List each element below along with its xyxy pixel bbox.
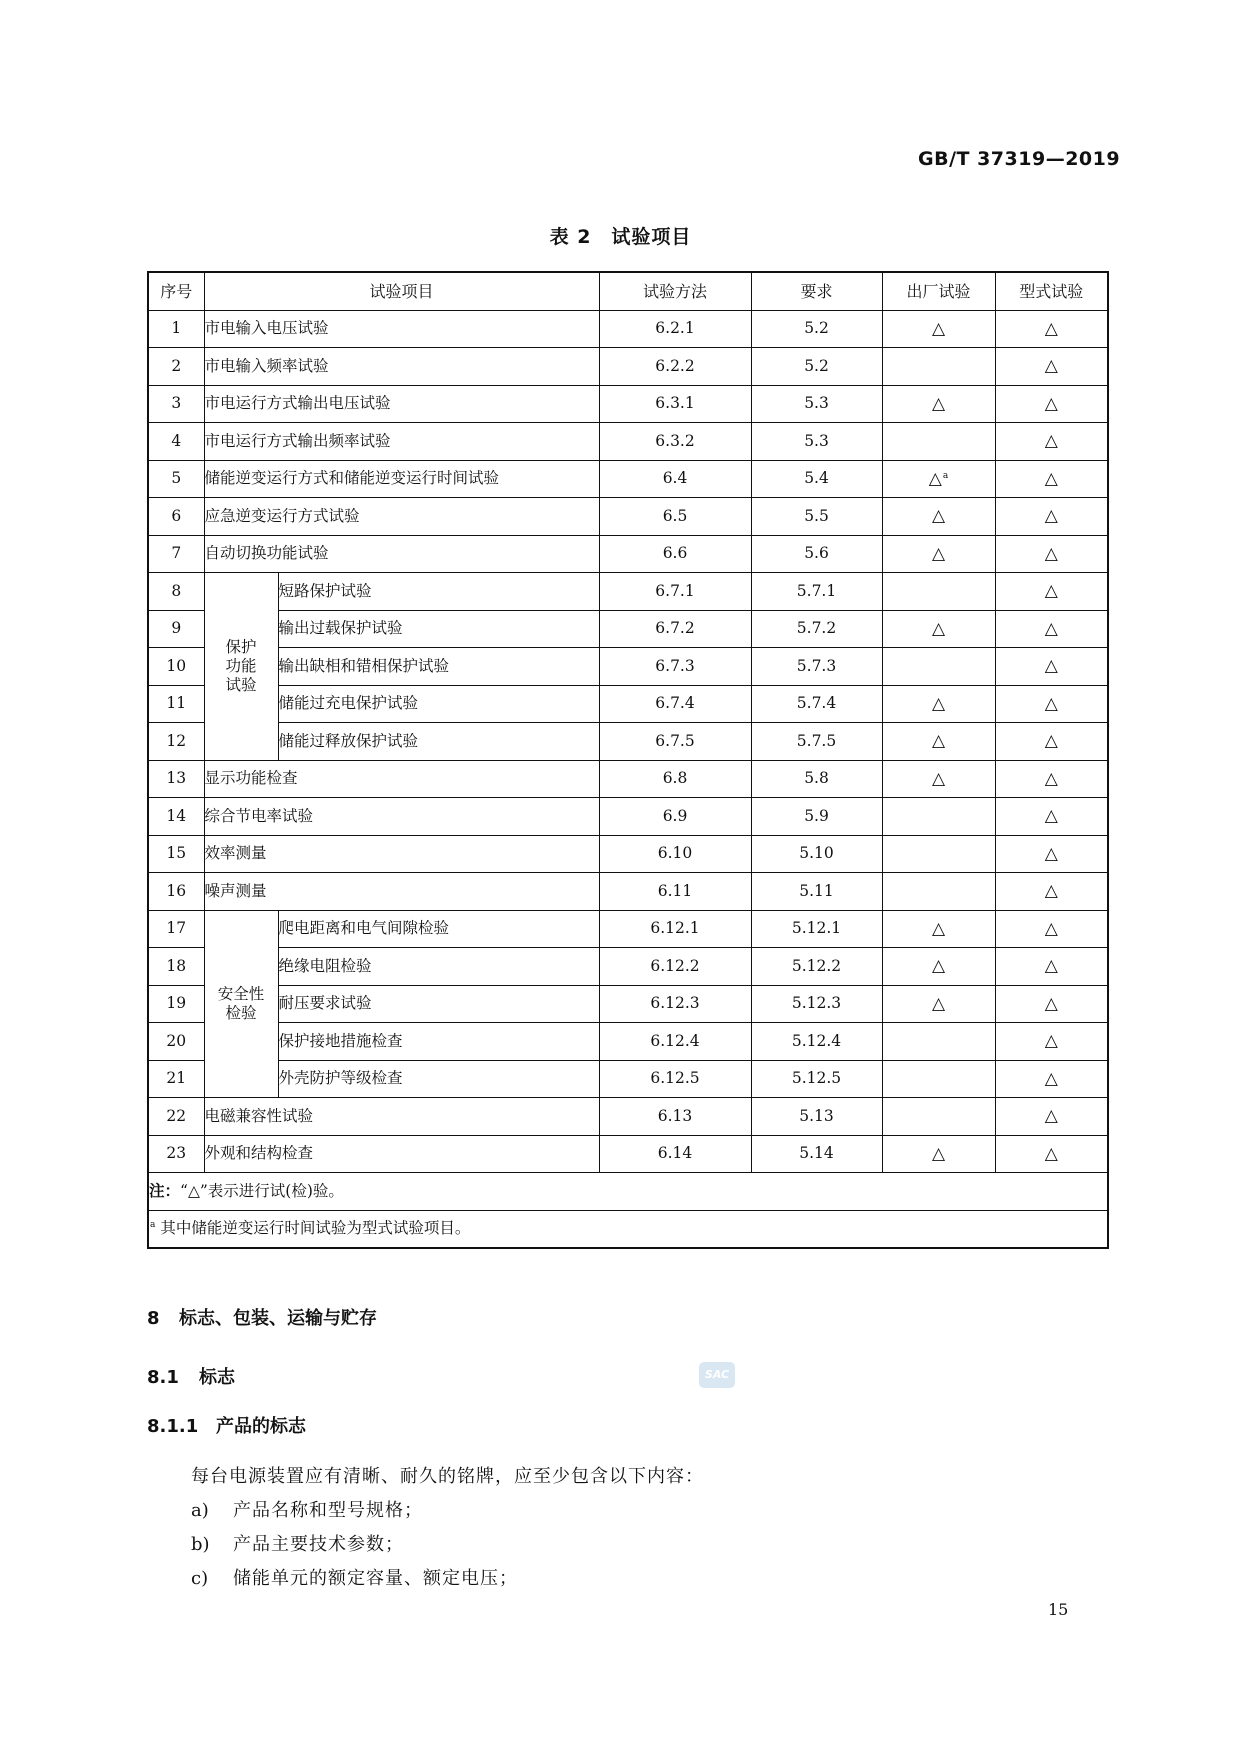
type-test-cell	[995, 985, 1108, 1023]
triangle-mark-icon: △	[931, 318, 946, 339]
marking-intro-paragraph: 每台电源装置应有清晰、耐久的铭牌，应至少包含以下内容：	[191, 1466, 704, 1487]
triangle-mark-icon: △	[1044, 768, 1058, 789]
test-item-name: 自动切换功能试验	[204, 535, 599, 573]
test-item-name: 综合节电率试验	[204, 798, 599, 836]
triangle-mark-icon: △	[1044, 693, 1058, 714]
table-row	[148, 498, 1108, 536]
requirement: 5.12.2	[751, 948, 882, 986]
table-row	[148, 798, 1108, 836]
triangle-mark-icon: △	[931, 956, 946, 977]
table-row	[148, 723, 1108, 761]
section-8-1-number: 8.1	[147, 1367, 179, 1388]
table-row	[148, 1023, 1108, 1061]
test-item-name: 效率测量	[204, 835, 599, 873]
factory-test-cell	[882, 535, 995, 573]
row-number: 21	[148, 1060, 204, 1098]
type-test-cell	[995, 310, 1108, 348]
test-item-name: 绝缘电阻检验	[278, 948, 599, 986]
triangle-mark-icon: △	[1044, 843, 1058, 864]
type-test-cell	[995, 685, 1108, 723]
test-method: 6.14	[599, 1135, 751, 1173]
test-item-name: 电磁兼容性试验	[204, 1098, 599, 1136]
triangle-mark-icon: △	[1044, 468, 1058, 489]
test-method: 6.7.2	[599, 610, 751, 648]
test-item-name: 显示功能检查	[204, 760, 599, 798]
test-method: 6.12.3	[599, 985, 751, 1023]
test-method: 6.7.4	[599, 685, 751, 723]
section-8-1-1-title: 产品的标志	[216, 1416, 306, 1437]
test-method: 6.6	[599, 535, 751, 573]
requirement: 5.12.3	[751, 985, 882, 1023]
group-label-safety	[204, 910, 278, 1098]
triangle-mark-icon: △	[1044, 431, 1058, 452]
list-item-mark: a)	[191, 1500, 209, 1521]
table-title: 表 2 试验项目	[549, 226, 692, 248]
requirement: 5.9	[751, 798, 882, 836]
requirement: 5.14	[751, 1135, 882, 1173]
test-item-name: 爬电距离和电气间隙检验	[278, 910, 599, 948]
group-label-line: 功能	[225, 656, 257, 675]
standard-code: GB/T 37319—2019	[918, 148, 1121, 170]
triangle-mark-icon: △	[1044, 918, 1058, 939]
test-method: 6.10	[599, 835, 751, 873]
table-row	[148, 460, 1108, 498]
factory-test-cell	[882, 798, 995, 836]
triangle-mark-icon: △	[931, 731, 946, 752]
list-item-text: 产品名称和型号规格；	[233, 1500, 423, 1521]
triangle-mark-icon: △	[1044, 656, 1058, 677]
row-number: 17	[148, 910, 204, 948]
row-number: 5	[148, 460, 204, 498]
triangle-mark-icon: △	[1044, 581, 1058, 602]
triangle-mark-icon: △	[1044, 881, 1058, 902]
type-test-cell	[995, 948, 1108, 986]
header-method: 试验方法	[599, 272, 751, 310]
header-type-test: 型式试验	[995, 272, 1108, 310]
group-label-protection	[204, 573, 278, 761]
type-test-cell	[995, 1023, 1108, 1061]
row-number: 1	[148, 310, 204, 348]
table-footnote-row	[148, 1210, 1108, 1248]
table-row	[148, 610, 1108, 648]
triangle-mark-icon: △	[931, 618, 946, 639]
table-row	[148, 573, 1108, 611]
type-test-cell	[995, 873, 1108, 911]
triangle-mark-icon: △	[931, 393, 946, 414]
header-requirement: 要求	[751, 272, 882, 310]
factory-test-cell	[882, 873, 995, 911]
triangle-mark-icon: △	[1044, 356, 1058, 377]
test-method: 6.4	[599, 460, 751, 498]
requirement: 5.3	[751, 423, 882, 461]
row-number: 10	[148, 648, 204, 686]
triangle-mark-icon: △	[931, 993, 946, 1014]
list-item-mark: c)	[191, 1568, 209, 1589]
row-number: 3	[148, 385, 204, 423]
requirement: 5.2	[751, 310, 882, 348]
test-item-name: 输出缺相和错相保护试验	[278, 648, 599, 686]
header-item: 试验项目	[204, 272, 599, 310]
triangle-mark-icon: △	[1044, 543, 1058, 564]
section-8-1-1-number: 8.1.1	[147, 1416, 199, 1437]
test-method: 6.2.2	[599, 348, 751, 386]
type-test-cell	[995, 385, 1108, 423]
triangle-mark-icon: △	[931, 768, 946, 789]
test-method: 6.5	[599, 498, 751, 536]
table-note-row	[148, 1173, 1108, 1211]
type-test-cell	[995, 498, 1108, 536]
requirement: 5.7.5	[751, 723, 882, 761]
type-test-cell	[995, 723, 1108, 761]
factory-test-cell	[882, 1098, 995, 1136]
section-8-title: 标志、包装、运输与贮存	[179, 1308, 377, 1329]
test-method: 6.13	[599, 1098, 751, 1136]
test-item-name: 输出过载保护试验	[278, 610, 599, 648]
type-test-cell	[995, 1098, 1108, 1136]
group-label-line: 安全性	[217, 985, 265, 1004]
section-8-1-title: 标志	[199, 1367, 235, 1388]
factory-test-cell	[882, 423, 995, 461]
row-number: 23	[148, 1135, 204, 1173]
test-item-name: 应急逆变运行方式试验	[204, 498, 599, 536]
page-number: 15	[1048, 1600, 1069, 1619]
test-method: 6.2.1	[599, 310, 751, 348]
test-method: 6.12.2	[599, 948, 751, 986]
triangle-mark-icon: △	[1044, 618, 1058, 639]
factory-test-cell	[882, 835, 995, 873]
triangle-mark-icon: △	[931, 543, 946, 564]
factory-test-cell	[882, 348, 995, 386]
requirement: 5.4	[751, 460, 882, 498]
type-test-cell	[995, 610, 1108, 648]
row-number: 2	[148, 348, 204, 386]
table-row	[148, 985, 1108, 1023]
row-number: 19	[148, 985, 204, 1023]
test-method: 6.8	[599, 760, 751, 798]
test-method: 6.11	[599, 873, 751, 911]
factory-test-cell	[882, 1023, 995, 1061]
triangle-mark-icon: △	[1044, 1106, 1058, 1127]
factory-test-cell	[882, 1060, 995, 1098]
factory-test-cell	[882, 723, 995, 761]
type-test-cell	[995, 573, 1108, 611]
factory-test-cell	[882, 610, 995, 648]
test-method: 6.3.2	[599, 423, 751, 461]
section-8-1-heading	[147, 1363, 235, 1389]
type-test-cell	[995, 910, 1108, 948]
table-row	[148, 835, 1108, 873]
factory-test-cell	[882, 910, 995, 948]
type-test-cell	[995, 460, 1108, 498]
test-item-name: 储能过充电保护试验	[278, 685, 599, 723]
test-method: 6.3.1	[599, 385, 751, 423]
table-row	[148, 648, 1108, 686]
row-number: 18	[148, 948, 204, 986]
test-item-name: 市电运行方式输出电压试验	[204, 385, 599, 423]
requirement: 5.7.3	[751, 648, 882, 686]
row-number: 16	[148, 873, 204, 911]
table-row	[148, 310, 1108, 348]
test-method: 6.7.3	[599, 648, 751, 686]
row-number: 14	[148, 798, 204, 836]
requirement: 5.7.1	[751, 573, 882, 611]
type-test-cell	[995, 760, 1108, 798]
note-text: “△”表示进行试(检)验。	[180, 1181, 344, 1200]
triangle-mark-icon: △	[1044, 731, 1058, 752]
triangle-mark-icon: △	[931, 918, 946, 939]
requirement: 5.10	[751, 835, 882, 873]
footnote-text: 其中储能逆变运行时间试验为型式试验项目。	[160, 1219, 471, 1238]
sac-watermark-logo: SAC	[699, 1362, 735, 1388]
factory-test-cell	[882, 310, 995, 348]
footnote-marker: a	[150, 1220, 156, 1231]
triangle-mark-icon: △	[1044, 993, 1058, 1014]
type-test-cell	[995, 1060, 1108, 1098]
factory-test-cell	[882, 760, 995, 798]
requirement: 5.5	[751, 498, 882, 536]
factory-test-cell	[882, 685, 995, 723]
row-number: 15	[148, 835, 204, 873]
type-test-cell	[995, 835, 1108, 873]
row-number: 22	[148, 1098, 204, 1136]
type-test-cell	[995, 423, 1108, 461]
requirement: 5.7.2	[751, 610, 882, 648]
triangle-mark-icon: △	[931, 1143, 946, 1164]
table-note	[148, 1173, 1108, 1211]
table-row	[148, 423, 1108, 461]
type-test-cell	[995, 535, 1108, 573]
triangle-mark-icon: △	[928, 468, 942, 489]
test-method: 6.9	[599, 798, 751, 836]
triangle-mark-icon: △	[1044, 806, 1058, 827]
requirement: 5.2	[751, 348, 882, 386]
row-number: 20	[148, 1023, 204, 1061]
test-method: 6.12.5	[599, 1060, 751, 1098]
type-test-cell	[995, 1135, 1108, 1173]
test-item-name: 储能逆变运行方式和储能逆变运行时间试验	[204, 460, 599, 498]
group-label-line: 试验	[225, 675, 257, 694]
requirement: 5.8	[751, 760, 882, 798]
note-label: 注：	[149, 1181, 181, 1200]
section-8-heading	[147, 1304, 377, 1330]
header-no: 序号	[148, 272, 204, 310]
table-row	[148, 1060, 1108, 1098]
row-number: 11	[148, 685, 204, 723]
triangle-mark-icon: △	[1044, 956, 1058, 977]
requirement: 5.7.4	[751, 685, 882, 723]
triangle-mark-icon: △	[1044, 318, 1058, 339]
test-method: 6.7.1	[599, 573, 751, 611]
type-test-cell	[995, 798, 1108, 836]
row-number: 4	[148, 423, 204, 461]
row-number: 7	[148, 535, 204, 573]
footnote-marker: a	[942, 470, 949, 481]
test-method: 6.7.5	[599, 723, 751, 761]
list-item-text: 产品主要技术参数；	[233, 1534, 404, 1555]
row-number: 8	[148, 573, 204, 611]
test-item-name: 市电输入频率试验	[204, 348, 599, 386]
triangle-mark-icon: △	[931, 693, 946, 714]
factory-test-cell	[882, 498, 995, 536]
table-row	[148, 1135, 1108, 1173]
test-method: 6.12.1	[599, 910, 751, 948]
triangle-mark-icon: △	[1044, 1068, 1058, 1089]
table-footnote	[148, 1210, 1108, 1248]
requirement: 5.13	[751, 1098, 882, 1136]
test-item-name: 市电输入电压试验	[204, 310, 599, 348]
factory-test-cell	[882, 948, 995, 986]
list-item-mark: b)	[191, 1534, 210, 1555]
factory-test-cell	[882, 648, 995, 686]
test-item-name: 保护接地措施检查	[278, 1023, 599, 1061]
row-number: 12	[148, 723, 204, 761]
table-row	[148, 348, 1108, 386]
test-item-name: 短路保护试验	[278, 573, 599, 611]
test-items-table	[147, 271, 1109, 1249]
test-method: 6.12.4	[599, 1023, 751, 1061]
test-item-name: 耐压要求试验	[278, 985, 599, 1023]
section-8-number: 8	[147, 1308, 160, 1329]
triangle-mark-icon: △	[931, 506, 946, 527]
requirement: 5.11	[751, 873, 882, 911]
row-number: 9	[148, 610, 204, 648]
factory-test-cell	[882, 460, 995, 498]
row-number: 13	[148, 760, 204, 798]
factory-test-cell	[882, 385, 995, 423]
factory-test-cell	[882, 1135, 995, 1173]
requirement: 5.12.5	[751, 1060, 882, 1098]
table-row	[148, 385, 1108, 423]
table-row	[148, 948, 1108, 986]
triangle-mark-icon: △	[1044, 1143, 1058, 1164]
requirement: 5.12.4	[751, 1023, 882, 1061]
requirement: 5.12.1	[751, 910, 882, 948]
table-header-row	[148, 272, 1108, 310]
table-row	[148, 1098, 1108, 1136]
group-label-line: 保护	[225, 638, 257, 657]
table-row	[148, 685, 1108, 723]
test-item-name: 储能过释放保护试验	[278, 723, 599, 761]
table-row	[148, 873, 1108, 911]
triangle-mark-icon: △	[1044, 393, 1058, 414]
requirement: 5.3	[751, 385, 882, 423]
table-row	[148, 535, 1108, 573]
list-item-text: 储能单元的额定容量、额定电压；	[233, 1568, 518, 1589]
list-item	[191, 1564, 518, 1590]
test-item-name: 外壳防护等级检查	[278, 1060, 599, 1098]
test-item-name: 外观和结构检查	[204, 1135, 599, 1173]
table-row	[148, 760, 1108, 798]
type-test-cell	[995, 648, 1108, 686]
row-number: 6	[148, 498, 204, 536]
test-item-name: 噪声测量	[204, 873, 599, 911]
test-item-name: 市电运行方式输出频率试验	[204, 423, 599, 461]
list-item	[191, 1496, 423, 1522]
group-label-line: 检验	[225, 1003, 257, 1022]
factory-test-cell	[882, 573, 995, 611]
list-item	[191, 1530, 404, 1556]
header-factory-test: 出厂试验	[882, 272, 995, 310]
requirement: 5.6	[751, 535, 882, 573]
section-8-1-1-heading	[147, 1412, 306, 1438]
table-row	[148, 910, 1108, 948]
type-test-cell	[995, 348, 1108, 386]
factory-test-cell	[882, 985, 995, 1023]
triangle-mark-icon: △	[1044, 506, 1058, 527]
triangle-mark-icon: △	[1044, 1031, 1058, 1052]
